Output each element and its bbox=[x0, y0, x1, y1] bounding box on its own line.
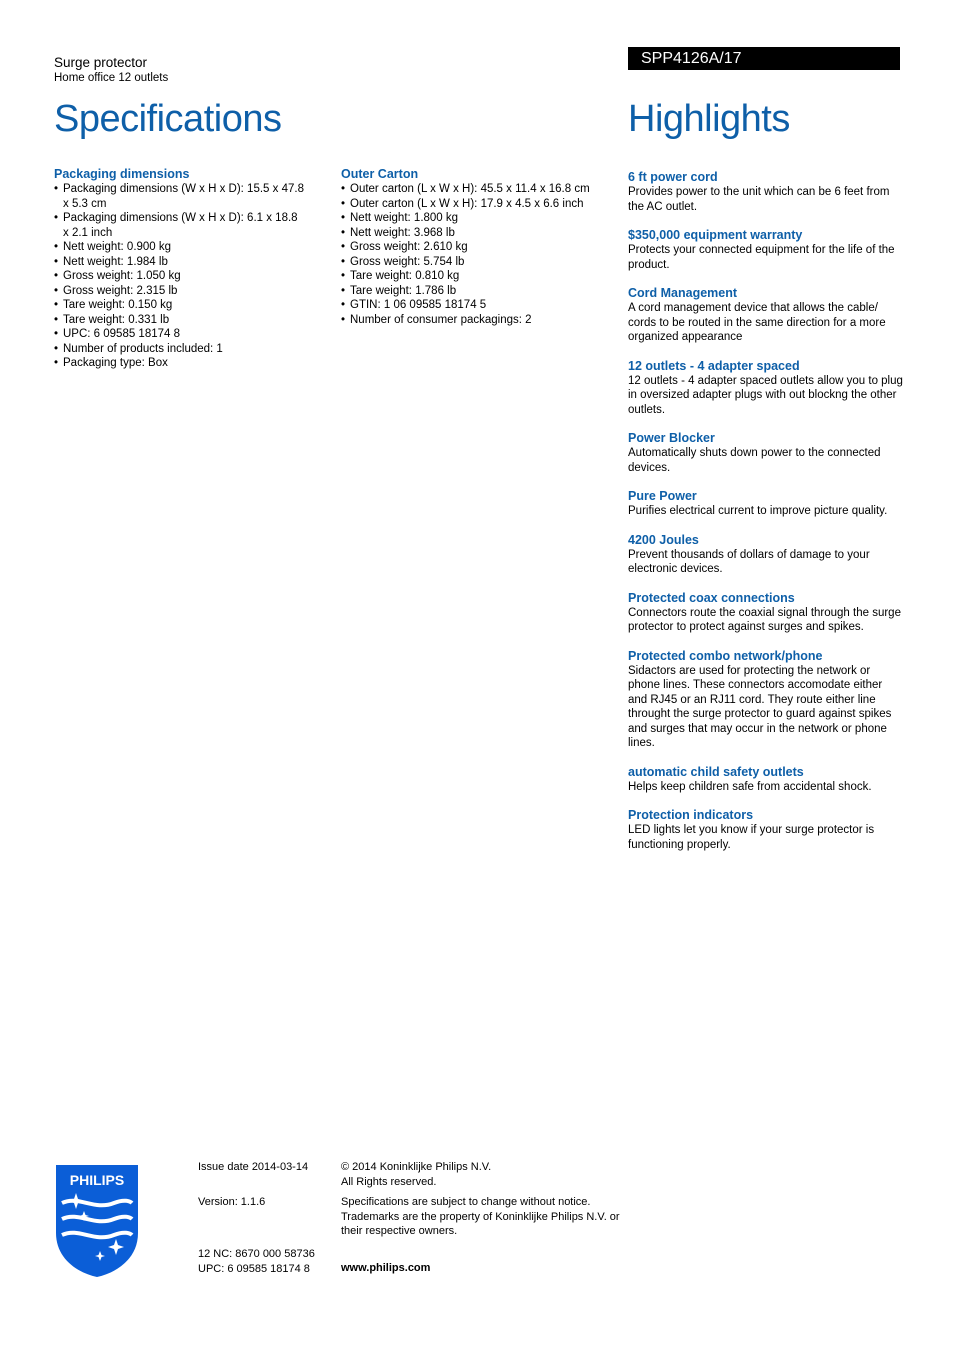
spec-item bbox=[54, 327, 304, 342]
specifications-title: Specifications bbox=[54, 98, 282, 140]
bullet-icon: • bbox=[54, 270, 59, 282]
highlight-item bbox=[628, 533, 903, 577]
highlight-title: 4200 Joules bbox=[628, 532, 699, 547]
spec-item bbox=[341, 284, 621, 299]
copyright: © 2014 Koninklijke Philips N.V. bbox=[341, 1161, 492, 1173]
highlight-item bbox=[628, 808, 903, 852]
highlight-item bbox=[628, 170, 903, 214]
bullet-icon: • bbox=[54, 241, 59, 253]
issue-date: Issue date 2014-03-14 bbox=[198, 1161, 309, 1173]
spec-item-text: Nett weight: 1.984 lb bbox=[63, 255, 168, 268]
highlight-item bbox=[628, 489, 903, 519]
packaging-dimensions-list bbox=[54, 182, 304, 371]
bullet-icon: • bbox=[54, 328, 59, 340]
spec-item bbox=[54, 356, 304, 371]
highlight-item bbox=[628, 591, 903, 635]
spec-item bbox=[341, 313, 621, 328]
outer-carton-heading: Outer Carton bbox=[341, 167, 419, 181]
product-name: Surge protector bbox=[54, 55, 148, 70]
highlight-title: 12 outlets - 4 adapter spaced bbox=[628, 358, 800, 373]
copyright-block bbox=[341, 1160, 621, 1189]
spec-item bbox=[54, 240, 304, 255]
bullet-icon: • bbox=[54, 313, 59, 326]
spec-item-text: Gross weight: 2.315 lb bbox=[63, 284, 178, 297]
version: Version: 1.1.6 bbox=[198, 1196, 266, 1208]
highlight-title: Pure Power bbox=[628, 489, 697, 503]
spec-item-text: Gross weight: 2.610 kg bbox=[350, 241, 468, 253]
bullet-icon: • bbox=[54, 212, 59, 224]
highlight-description: Automatically shuts down power to the connected devices. bbox=[628, 447, 881, 474]
highlight-item bbox=[628, 228, 903, 272]
highlight-description: Protects your connected equipment for the life of the product. bbox=[628, 244, 895, 271]
spec-item bbox=[54, 342, 304, 357]
highlight-title: Protection indicators bbox=[628, 808, 754, 822]
spec-item bbox=[54, 269, 304, 284]
spec-item-text: Nett weight: 1.800 kg bbox=[350, 212, 459, 224]
highlight-description: Connectors route the coaxial signal through the surge protector to protect against surges and spikes. bbox=[628, 606, 901, 633]
highlight-description: Purifies electrical current to improve picture quality. bbox=[628, 505, 888, 517]
bullet-icon: • bbox=[341, 299, 346, 311]
spec-item-text: Packaging type: Box bbox=[63, 357, 168, 369]
spec-item-text: Number of products included: 1 bbox=[63, 342, 223, 355]
bullet-icon: • bbox=[54, 183, 59, 195]
spec-item bbox=[54, 313, 304, 328]
highlight-item bbox=[628, 765, 903, 795]
spec-item bbox=[54, 284, 304, 299]
highlight-description: Prevent thousands of dollars of damage to your electronic devices. bbox=[628, 548, 870, 575]
bullet-icon: • bbox=[341, 255, 346, 268]
spec-item bbox=[54, 255, 304, 270]
spec-item-text: UPC: 6 09585 18174 8 bbox=[63, 328, 181, 340]
highlights-title: Highlights bbox=[628, 98, 790, 140]
bullet-icon: • bbox=[54, 255, 59, 268]
website-link[interactable]: www.philips.com bbox=[341, 1262, 431, 1274]
philips-logo-text: PHILIPS bbox=[69, 1172, 125, 1188]
highlight-description: LED lights let you know if your surge protector is functioning properly. bbox=[628, 824, 875, 851]
legal-notice: Specifications are subject to change without notice. Trademarks are the property of Koninklijke Philips N.V. or their respective owners. bbox=[341, 1196, 620, 1237]
spec-item bbox=[341, 240, 621, 255]
spec-item bbox=[341, 226, 621, 241]
bullet-icon: • bbox=[341, 284, 346, 297]
product-subtitle: Home office 12 outlets bbox=[54, 72, 169, 84]
spec-item bbox=[54, 211, 304, 240]
spec-item bbox=[341, 197, 621, 212]
packaging-dimensions-heading: Packaging dimensions bbox=[54, 167, 190, 181]
spec-item bbox=[341, 211, 621, 226]
highlight-description: Provides power to the unit which can be 6 feet from the AC outlet. bbox=[628, 186, 890, 213]
highlight-item bbox=[628, 431, 903, 475]
spec-item-text: Packaging dimensions (W x H x D): 15.5 x 47.8 x 5.3 cm bbox=[63, 183, 304, 210]
bullet-icon: • bbox=[54, 357, 59, 369]
packaging-dimensions-section bbox=[54, 167, 304, 371]
spec-item-text: Nett weight: 3.968 lb bbox=[350, 226, 455, 239]
bullet-icon: • bbox=[54, 342, 59, 355]
spec-item-text: Tare weight: 0.331 lb bbox=[63, 313, 170, 326]
model-number-badge: SPP4126A/17 bbox=[628, 47, 900, 70]
highlight-title: 6 ft power cord bbox=[628, 170, 718, 184]
highlight-item bbox=[628, 359, 903, 418]
highlight-title: Protected coax connections bbox=[628, 590, 795, 605]
highlights-column bbox=[628, 170, 903, 866]
upc-code: UPC: 6 09585 18174 8 bbox=[198, 1262, 310, 1275]
bullet-icon: • bbox=[54, 284, 59, 297]
outer-carton-list bbox=[341, 182, 621, 327]
rights-reserved: All Rights reserved. bbox=[341, 1175, 437, 1188]
spec-item bbox=[341, 298, 621, 313]
highlight-item bbox=[628, 649, 903, 751]
spec-item-text: Number of consumer packagings: 2 bbox=[350, 313, 532, 326]
philips-shield-logo bbox=[54, 1163, 140, 1279]
highlight-description: A cord management device that allows the cable/ cords to be routed in the same direction for a more organized appearance bbox=[628, 302, 886, 343]
spec-item-text: Gross weight: 1.050 kg bbox=[63, 270, 181, 282]
highlight-description: Helps keep children safe from accidental shock. bbox=[628, 780, 872, 793]
bullet-icon: • bbox=[341, 212, 346, 224]
highlight-description: Sidactors are used for protecting the network or phone lines. These connectors accomodate either and RJ45 or an RJ11 cord. They route either line throught the surge protector to guard against spikes and surges that may occur in the network or phone lines. bbox=[628, 664, 892, 749]
highlight-title: Cord Management bbox=[628, 286, 738, 300]
spec-item-text: Packaging dimensions (W x H x D): 6.1 x 18.8 x 2.1 inch bbox=[63, 212, 298, 239]
highlight-title: $350,000 equipment warranty bbox=[628, 228, 803, 242]
bullet-icon: • bbox=[341, 270, 346, 282]
highlight-item bbox=[628, 286, 903, 345]
highlight-title: automatic child safety outlets bbox=[628, 764, 804, 779]
spec-item-text: Tare weight: 0.810 kg bbox=[350, 270, 460, 282]
bullet-icon: • bbox=[54, 299, 59, 311]
bullet-icon: • bbox=[341, 313, 346, 326]
spec-item bbox=[54, 298, 304, 313]
spec-item-text: Nett weight: 0.900 kg bbox=[63, 241, 172, 253]
highlight-title: Protected combo network/phone bbox=[628, 648, 823, 663]
spec-item-text: Outer carton (L x W x H): 17.9 x 4.5 x 6.6 inch bbox=[350, 197, 584, 210]
bullet-icon: • bbox=[341, 183, 346, 195]
spec-item-text: Gross weight: 5.754 lb bbox=[350, 255, 465, 268]
bullet-icon: • bbox=[341, 241, 346, 253]
spec-item-text: Tare weight: 0.150 kg bbox=[63, 299, 173, 311]
spec-item bbox=[54, 182, 304, 211]
spec-item bbox=[341, 269, 621, 284]
highlight-description: 12 outlets - 4 adapter spaced outlets allow you to plug in oversized adapter plugs with out blockng the other outlets. bbox=[628, 374, 903, 416]
bullet-icon: • bbox=[341, 197, 346, 210]
outer-carton-section bbox=[341, 167, 621, 327]
spec-item-text: Tare weight: 1.786 lb bbox=[350, 284, 457, 297]
spec-item bbox=[341, 255, 621, 270]
bullet-icon: • bbox=[341, 226, 346, 239]
highlight-title: Power Blocker bbox=[628, 431, 715, 445]
product-codes bbox=[198, 1247, 315, 1276]
spec-item-text: Outer carton (L x W x H): 45.5 x 11.4 x 16.8 cm bbox=[350, 183, 590, 195]
spec-item bbox=[341, 182, 621, 197]
spec-item-text: GTIN: 1 06 09585 18174 5 bbox=[350, 299, 487, 311]
twelve-nc: 12 NC: 8670 000 58736 bbox=[198, 1248, 315, 1260]
